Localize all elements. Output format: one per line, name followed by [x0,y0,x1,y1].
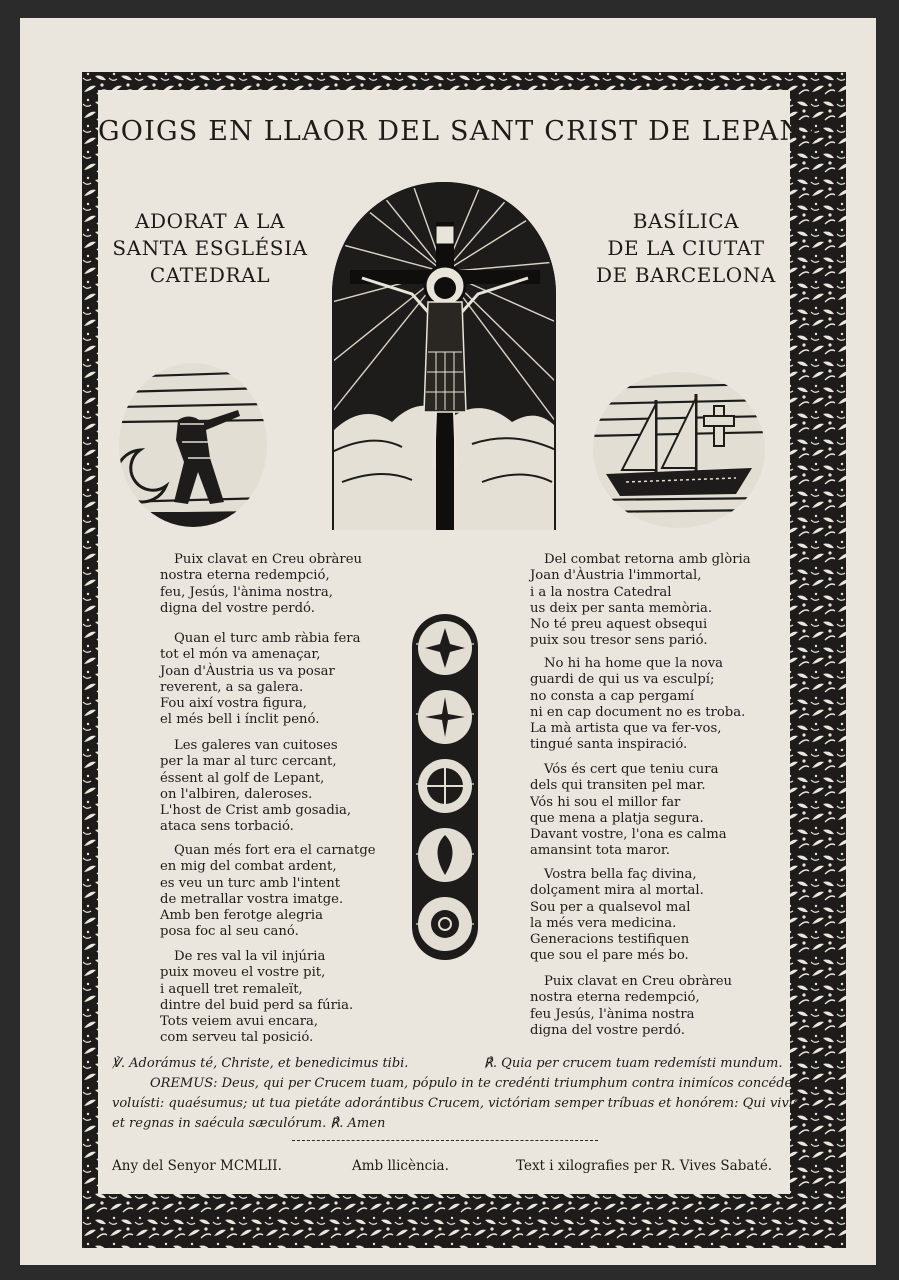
versicle: ℣. Adorámus té, Christe, et benedicimus tibi. [112,1056,409,1071]
stanza-right-4: Vostra bella faç divina, dolçament mira al mortal. Sou per a qualsevol mal la més vera medicina. Generacions testifiquen que sou el pare més bo. [530,867,704,964]
oremus-line-1: OREMUS: Deus, qui per Crucem tuam, pópulo in te credénti triumphum contra inimícos concédere [150,1076,807,1091]
stanza-left-2: Quan el turc amb ràbia fera tot el món va amenaçar, Joan d'Àustria us va posar reverent, a sa galera. Fou així vostra figura, el més bell i ínclit penó. [160,631,361,728]
footer-credits: Text i xilografies per R. Vives Sabaté. [516,1158,773,1174]
stanza-right-1: Del combat retorna amb glòria Joan d'Àustria l'immortal, i a la nostra Catedral us deix per santa memòria. No té preu aquest obsequi puix sou tresor sens parió. [530,552,751,649]
caption-left: ADORAT A LA SANTA ESGLÉSIA CATEDRAL [112,209,308,287]
soldier-medallion-woodcut [118,362,268,528]
oremus-line-2: voluísti: quaésumus; ut tua pietáte adorántibus Crucem, victóriam semper tríbuas et honórem: Qui vivis [112,1096,800,1111]
divider [292,1140,598,1141]
rosette-column-woodcut [412,614,478,960]
stanza-left-4: Quan més fort era el carnatge en mig del combat ardent, es veu un turc amb l'intent de metrallar vostra imatge. Amb ben ferotge alegria posa foc al seu canó. [160,843,376,940]
response: ℟. Quia per crucem tuam redemísti mundum. [484,1056,783,1071]
stanza-right-2: No hi ha home que la nova guardi de qui us va esculpí; no consta a cap pergamí ni en cap document no es troba. La mà artista que va fer-vos, tingué santa inspiració. [530,656,746,753]
stanza-left-1: Puix clavat en Creu obràreu nostra eterna redempció, feu, Jesús, l'ànima nostra, digna del vostre perdó. [160,552,363,616]
galley-medallion-woodcut [586,370,772,530]
paper-sheet [20,18,876,1265]
oremus-line-3: et regnas in saécula sæculórum. ℟. Amen [112,1116,386,1131]
stanza-right-3: Vós és cert que teniu cura dels qui transiten pel mar. Vós hi sou el millor far que mena a platja segura. Davant vostre, l'ona es calma amansint tota maror. [530,762,727,859]
stanza-left-5: De res val la vil injúria puix moveu el vostre pit, i aquell tret remaleït, dintre del buid perd sa fúria. Tots veiem avui encara, com serveu tal posició. [160,949,354,1046]
text-panel [98,90,824,1194]
footer-license: Amb llicència. [352,1158,449,1174]
stanza-right-5: Puix clavat en Creu obràreu nostra eterna redempció, feu Jesús, l'ànima nostra digna del vostre perdó. [530,974,733,1038]
caption-right: BASÍLICA DE LA CIUTAT DE BARCELONA [596,209,776,287]
crucifix-woodcut [332,182,556,530]
footer-year: Any del Senyor MCMLII. [112,1158,282,1174]
page-title: GOIGS EN LLAOR DEL SANT CRIST DE LEPANT [98,116,824,147]
stanza-left-3: Les galeres van cuitoses per la mar al turc cercant, éssent al golf de Lepant, on l'albiren, daleroses. L'host de Crist amb gosadia, ataca sens torbació. [160,738,352,835]
